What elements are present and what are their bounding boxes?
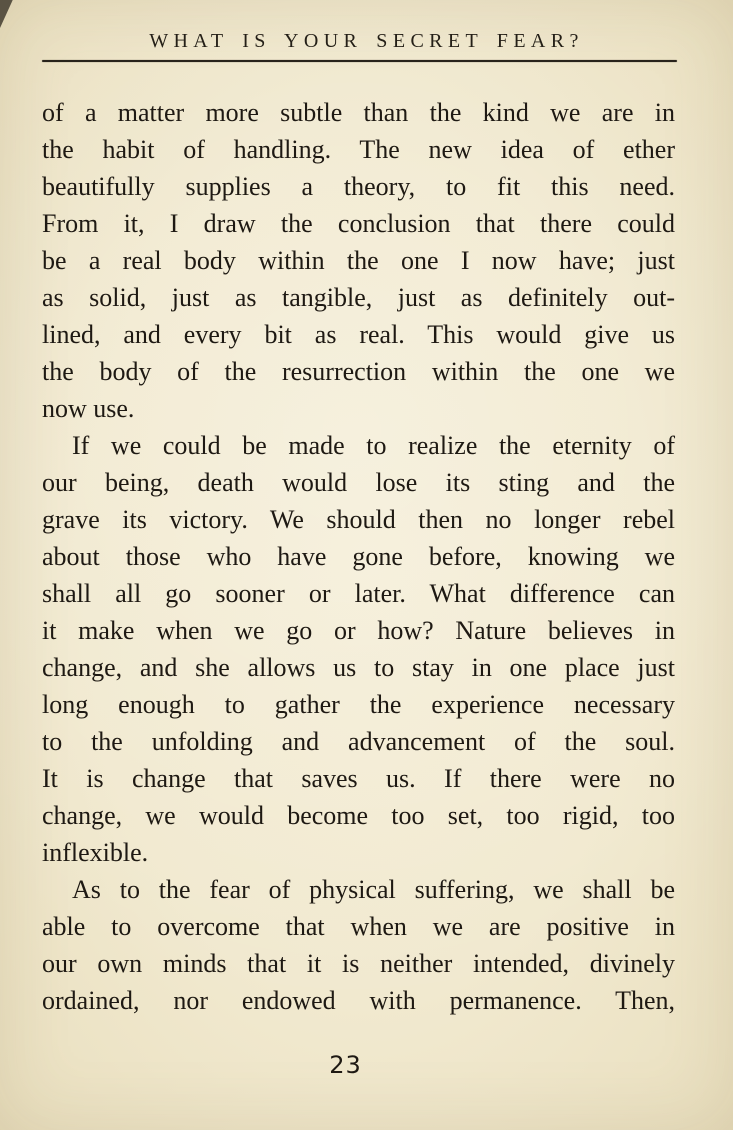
page-number: 23 [329,1051,362,1079]
text-line: our being, death would lose its sting and the [42,468,675,497]
text-line: change, and she allows us to stay in one place just [42,653,675,682]
text-line: shall all go sooner or later. What difference can [42,579,675,608]
text-line: the body of the resurrection within the one we [42,357,675,386]
text-line: the habit of handling. The new idea of ether [42,135,675,164]
text-line: lined, and every bit as real. This would give us [42,320,675,349]
text-line: be a real body within the one I now have; just [42,246,675,275]
paragraph-1 [42,94,675,427]
paragraph-2 [42,427,675,871]
text-line: it make when we go or how? Nature believes in [42,616,675,645]
text-line: change, we would become too set, too rigid, too [42,801,675,830]
text-line: From it, I draw the conclusion that there could [42,209,675,238]
text-line: ordained, nor endowed with permanence. Then, [42,986,675,1015]
text-line: as solid, just as tangible, just as definitely out- [42,283,675,312]
text-line: long enough to gather the experience necessary [42,690,675,719]
text-line: now use. [42,394,135,423]
text-line: to the unfolding and advancement of the soul. [42,727,675,756]
text-line: grave its victory. We should then no longer rebel [42,505,675,534]
text-line: inflexible. [42,838,149,867]
running-head-title: WHAT IS YOUR SECRET FEAR? [149,30,584,52]
page-text [42,94,675,1019]
text-line: If we could be made to realize the eternity of [72,431,675,460]
paragraph-3 [42,871,675,1019]
text-line: of a matter more subtle than the kind we are in [42,98,675,127]
text-line: beautifully supplies a theory, to fit this need. [42,172,675,201]
text-line: It is change that saves us. If there were no [42,764,675,793]
text-line: As to the fear of physical suffering, we shall be [72,875,675,904]
text-line: about those who have gone before, knowing we [42,542,675,571]
header-rule [42,60,677,62]
text-line: our own minds that it is neither intended, divinely [42,949,675,978]
text-line: able to overcome that when we are positive in [42,912,675,941]
